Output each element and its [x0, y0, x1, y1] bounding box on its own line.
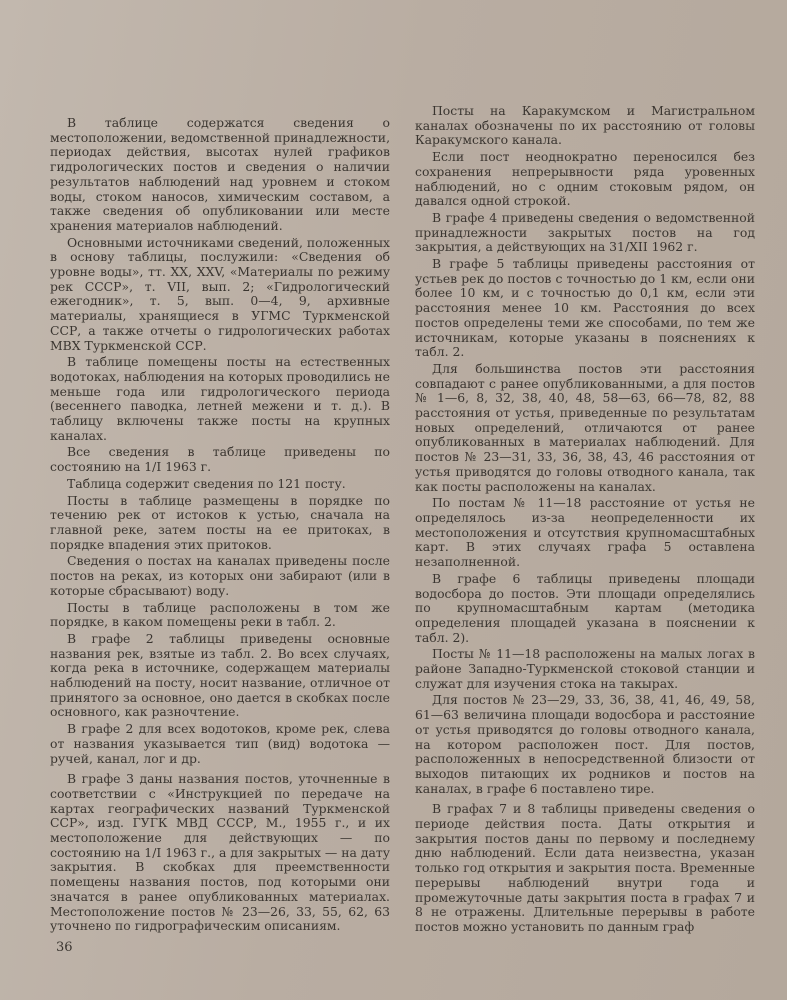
paragraph: В графе 6 таблицы приведены площади водосбора до постов. Эти площади определялись по крупномасштабным картам (методика определения площадей указана в пояснении к табл. 2).	[415, 570, 755, 645]
right-text-column	[415, 104, 755, 937]
paragraph: Все сведения в таблице приведены по состоянию на 1/I 1963 г.	[50, 444, 390, 475]
left-text-column	[50, 116, 390, 936]
paragraph: Посты на Каракумском и Магистральном каналах обозначены по их расстоянию от головы Каракумского канала.	[415, 103, 755, 148]
paragraph: В графе 2 таблицы приведены основные названия рек, взятые из табл. 2. Во всех случаях, когда река в источнике, содержащем материалы наблюдений на посту, носит название, отличное от принятого за основное, оно дается в скобках после основного, как разночтение.	[50, 630, 390, 720]
paragraph: В таблице помещены посты на естественных водотоках, наблюдения на которых проводились не меньше года или гидрологического периода (весеннего паводка, летней межени и т. д.). В таблицу включены также посты на крупных каналах.	[50, 354, 390, 443]
paragraph: Если пост неоднократно переносился без сохранения непрерывности ряда уровенных наблюдений, но с одним стоковым рядом, он давался одной строкой.	[415, 149, 755, 209]
paragraph: В графе 2 для всех водотоков, кроме рек, слева от названия указывается тип (вид) водотока — ручей, канал, лог и др.	[50, 721, 390, 766]
page-number: 36	[56, 940, 73, 955]
paragraph: По постам № 11—18 расстояние от устья не определялось из-за неопределенности их местоположения и отсутствия крупномасштабных карт. В этих случаях графа 5 оставлена незаполненной.	[415, 495, 755, 570]
paragraph: Основными источниками сведений, положенных в основу таблицы, послужили: «Сведения об уровне воды», тт. XX, XXV, «Материалы по режиму рек СССР», т. VII, вып. 2; «Гидрологический ежегодник», т. 5, вып. 0—4, 9, архивные материалы, хранящиеся в УГМС Туркменской ССР, а также отчеты о гидрологических работах МВХ Туркменской ССР.	[50, 234, 390, 353]
paragraph: Для большинства постов эти расстояния совпадают с ранее опубликованными, а для постов № 1—6, 8, 32, 38, 40, 48, 58—63, 66—78, 82, 88 расстояния от устья, приведенные по результатам новых определений, отличаются от ранее опубликованных в материалах наблюдений. Для постов № 23—31, 33, 36, 38, 43, 46 расстояния от устья приводятся до головы отводного канала, так как посты расположены на каналах.	[415, 360, 755, 494]
paragraph: Посты № 11—18 расположены на малых логах в районе Западно-Туркменской стоковой станции и служат для изучения стока на такырах.	[415, 646, 755, 691]
paragraph: В графах 7 и 8 таблицы приведены сведения о периоде действия поста. Даты открытия и закрытия постов даны по первому и последнему дню наблюдений. Если дата неизвестна, указан только год открытия и закрытия поста. Временные перерывы наблюдений внутри года и промежуточные даты закрытия поста в графах 7 и 8 не отражены. Длительные перерывы в работе постов можно установить по данным граф	[415, 801, 755, 934]
paragraph: В графе 5 таблицы приведены расстояния от устьев рек до постов с точностью до 1 км, если они более 10 км, и с точностью до 0,1 км, если эти расстояния менее 10 км. Расстояния до всех постов определены теми же способами, по тем же источникам, которые указаны в пояснениях к табл. 2.	[415, 256, 755, 360]
paragraph: В графе 3 даны названия постов, уточненные в соответствии с «Инструкцией по передаче на картах географических названий Туркменской ССР», изд. ГУГК МВД СССР, М., 1955 г., и их местоположение для действующих — по состоянию на 1/I 1963 г., а для закрытых — на дату закрытия. В скобках для преемственности помещены названия постов, под которыми они значатся в ранее опубликованных материалах. Местоположение постов № 23—26, 33, 55, 62, 63 уточнено по гидрографическим описаниям.	[50, 771, 390, 934]
paragraph: В графе 4 приведены сведения о ведомственной принадлежности закрытых постов на год закрытия, а действующих на 31/XII 1962 г.	[415, 209, 755, 255]
paragraph: Посты в таблице размещены в порядке по течению рек от истоков к устью, сначала на главной реке, затем посты на ее притоках, в порядке впадения этих притоков.	[50, 492, 390, 552]
paragraph: Для постов № 23—29, 33, 36, 38, 41, 46, 49, 58, 61—63 величина площади водосбора и расстояние от устья приводятся до головы отводного канала, на котором расположен пост. Для постов, расположенных в непосредственной близости от выходов питающих их родников и постов на каналах, в графе 6 поставлено тире.	[415, 692, 755, 796]
paragraph: Посты в таблице расположены в том же порядке, в каком помещены реки в табл. 2.	[50, 599, 390, 630]
paragraph: В таблице содержатся сведения о местоположении, ведомственной принадлежности, периодах действия, высотах нулей графиков гидрологических постов и сведения о наличии результатов наблюдений над уровнем и стоком воды, стоком наносов, химическим составом, а также сведения об опубликовании или месте хранения материалов наблюдений.	[50, 115, 391, 233]
paragraph: Сведения о постах на каналах приведены после постов на реках, из которых они забирают (или в которые сбрасывают) воду.	[50, 553, 390, 598]
paragraph: Таблица содержит сведения по 121 посту.	[67, 475, 346, 491]
